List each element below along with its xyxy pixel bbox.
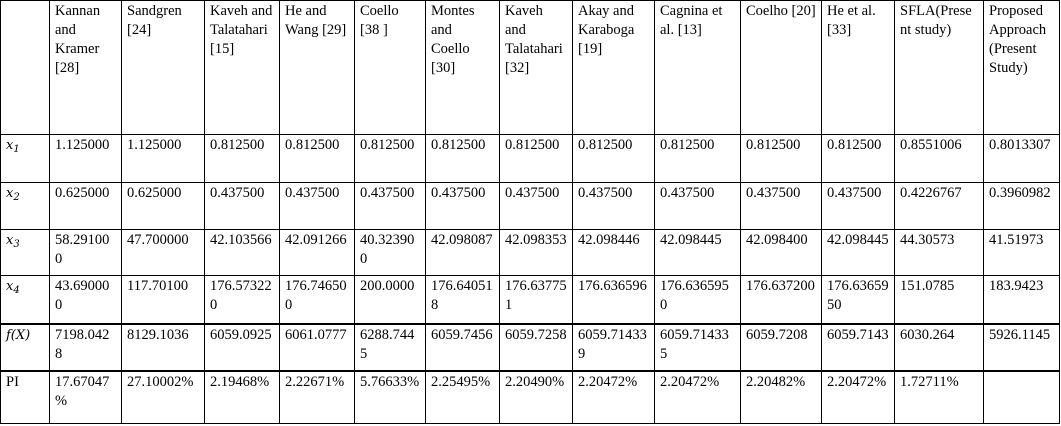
table-cell: 0.437500 <box>355 183 426 230</box>
table-cell: 176.640518 <box>426 276 500 324</box>
row-variable: $x_4$ <box>6 279 20 297</box>
table-cell: 2.22671% <box>280 371 355 423</box>
table-cell: 0.812500 <box>741 135 822 183</box>
row-variable: $x_1$ <box>6 138 20 156</box>
table-cell: 0.437500 <box>741 183 822 230</box>
table-cell: 0.437500 <box>655 183 741 230</box>
table-cell: 0.3960982 <box>984 183 1060 230</box>
table-cell: 176.573220 <box>205 276 280 324</box>
table-cell: 0.437500 <box>822 183 895 230</box>
table-cell: 176.6365950 <box>822 276 895 324</box>
table-cell: 2.20472% <box>655 371 741 423</box>
table-cell: 2.20482% <box>741 371 822 423</box>
table-cell <box>984 371 1060 423</box>
table-cell: 42.098446 <box>573 229 655 276</box>
header-cell: Kaveh and Talatahari [32] <box>500 1 573 135</box>
table-row <box>1 371 1060 423</box>
table-cell: 5926.1145 <box>984 324 1060 372</box>
header-cell: SFLA(Present study) <box>895 1 984 135</box>
row-label <box>1 135 50 183</box>
table-cell: 200.0000 <box>355 276 426 324</box>
table-cell: 6059.7258 <box>500 324 573 372</box>
header-row <box>1 1 1060 135</box>
table-cell: 0.8013307 <box>984 135 1060 183</box>
table-cell: 6061.0777 <box>280 324 355 372</box>
table-cell: 6059.714339 <box>573 324 655 372</box>
table-cell: 42.103566 <box>205 229 280 276</box>
table-cell: 183.9423 <box>984 276 1060 324</box>
table-cell: 0.437500 <box>205 183 280 230</box>
table-cell: 2.19468% <box>205 371 280 423</box>
table-body <box>1 1 1060 424</box>
table-cell: 5.76633% <box>355 371 426 423</box>
table-cell: 6030.264 <box>895 324 984 372</box>
row-variable: $x_2$ <box>6 186 20 204</box>
table-cell: 6059.7143 <box>822 324 895 372</box>
table-cell: 151.0785 <box>895 276 984 324</box>
row-variable: f(X) <box>6 327 31 343</box>
table-cell: 2.20472% <box>822 371 895 423</box>
table-cell: 0.812500 <box>205 135 280 183</box>
row-label <box>1 371 50 423</box>
table-cell: 2.20490% <box>500 371 573 423</box>
table-cell: 0.8551006 <box>895 135 984 183</box>
table-cell: 40.323900 <box>355 229 426 276</box>
table-cell: 2.25495% <box>426 371 500 423</box>
table-cell: 117.70100 <box>122 276 205 324</box>
header-cell: He and Wang [29] <box>280 1 355 135</box>
table-cell: 41.51973 <box>984 229 1060 276</box>
header-cell: Akay and Karaboga [19] <box>573 1 655 135</box>
table-row <box>1 135 1060 183</box>
table-cell: 42.098445 <box>655 229 741 276</box>
table-cell: 6288.7445 <box>355 324 426 372</box>
table-cell: 176.636596 <box>573 276 655 324</box>
table-cell: 27.10002% <box>122 371 205 423</box>
table-cell: 0.812500 <box>500 135 573 183</box>
row-label <box>1 183 50 230</box>
table-cell: 0.437500 <box>500 183 573 230</box>
table-cell: 43.690000 <box>50 276 122 324</box>
table-cell: 0.812500 <box>573 135 655 183</box>
table-cell: 44.30573 <box>895 229 984 276</box>
table-cell: 6059.714335 <box>655 324 741 372</box>
header-cell: Montes and Coello [30] <box>426 1 500 135</box>
row-label <box>1 229 50 276</box>
table-cell: 2.20472% <box>573 371 655 423</box>
table-cell: 1.125000 <box>50 135 122 183</box>
table-cell: 1.72711% <box>895 371 984 423</box>
table-row <box>1 229 1060 276</box>
table-cell: 17.67047% <box>50 371 122 423</box>
table-cell: 176.637751 <box>500 276 573 324</box>
table-cell: 0.812500 <box>426 135 500 183</box>
header-cell: He et al. [33] <box>822 1 895 135</box>
header-cell: Coelho [20] <box>741 1 822 135</box>
table-cell: 176.6365950 <box>655 276 741 324</box>
table-cell: 0.812500 <box>355 135 426 183</box>
table-cell: 6059.7208 <box>741 324 822 372</box>
table-cell: 0.625000 <box>50 183 122 230</box>
table-cell: 6059.0925 <box>205 324 280 372</box>
table-cell: 42.098087 <box>426 229 500 276</box>
header-cell: Cagnina et al. [13] <box>655 1 741 135</box>
header-cell: Kaveh and Talatahari [15] <box>205 1 280 135</box>
table-cell: 6059.7456 <box>426 324 500 372</box>
table-cell: 7198.0428 <box>50 324 122 372</box>
table-cell: 0.812500 <box>280 135 355 183</box>
table-cell: 0.437500 <box>573 183 655 230</box>
table-row <box>1 183 1060 230</box>
table-cell: 42.098353 <box>500 229 573 276</box>
table-cell: 42.091266 <box>280 229 355 276</box>
header-cell-blank <box>1 1 50 135</box>
row-variable: $x_3$ <box>6 232 20 250</box>
table-cell: 8129.1036 <box>122 324 205 372</box>
table-row <box>1 324 1060 372</box>
header-cell: Sandgren [24] <box>122 1 205 135</box>
header-cell: Proposed Approach (Present Study) <box>984 1 1060 135</box>
table-cell: 58.291000 <box>50 229 122 276</box>
row-label <box>1 276 50 324</box>
table-cell: 47.700000 <box>122 229 205 276</box>
row-label-text: PI <box>6 374 19 391</box>
table-row <box>1 276 1060 324</box>
table-cell: 0.437500 <box>426 183 500 230</box>
table-cell: 0.4226767 <box>895 183 984 230</box>
table-cell: 0.437500 <box>280 183 355 230</box>
table-cell: 176.637200 <box>741 276 822 324</box>
table-cell: 0.625000 <box>122 183 205 230</box>
row-label <box>1 324 50 372</box>
header-cell: Kannan and Kramer [28] <box>50 1 122 135</box>
table-cell: 42.098445 <box>822 229 895 276</box>
table-cell: 1.125000 <box>122 135 205 183</box>
header-cell: Coello [38 ] <box>355 1 426 135</box>
table-cell: 0.812500 <box>822 135 895 183</box>
table-cell: 42.098400 <box>741 229 822 276</box>
table-cell: 176.746500 <box>280 276 355 324</box>
table-cell: 0.812500 <box>655 135 741 183</box>
